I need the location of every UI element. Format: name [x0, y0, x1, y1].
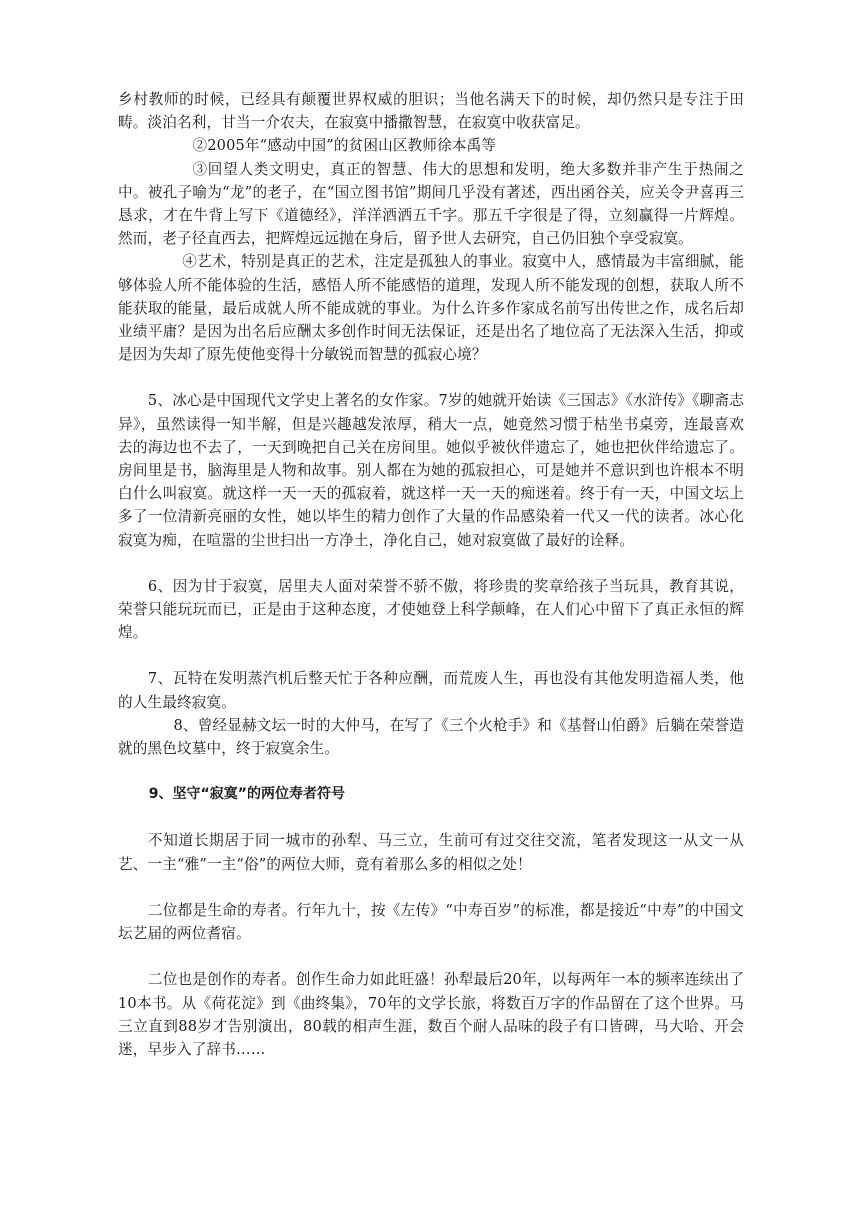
- document-page: [118, 88, 744, 1061]
- paragraph-intro: 乡村教师的时候，已经具有颠覆世界权威的胆识；当他名满天下的时候，却仍然只是专注于田畴。淡泊名利，甘当一介农夫，在寂寞中播撒智慧，在寂寞中收获富足。: [118, 91, 744, 132]
- spacer: [118, 552, 744, 575]
- paragraph-9a: 不知道长期居于同一城市的孙犁、马三立，生前可有过交往交流，笔者发现这一从文一从艺、一主“雅”一主“俗”的两位大师，竟有着那么多的相似之处！: [118, 832, 744, 873]
- spacer: [118, 876, 744, 899]
- spacer: [118, 945, 744, 968]
- paragraph-9c: 二位也是创作的寿者。创作生命力如此旺盛！孙犁最后20年，以每两年一本的频率连续出了10本书。从《荷花淀》到《曲终集》，70年的文学长旅，将数百万字的作品留在了这个世界。马三立直到88岁才告别演出，80载的相声生涯，数百个耐人品味的段子有口皆碑，马大哈、开会迷，早步入了辞书……: [118, 971, 744, 1058]
- paragraph-3: ③回望人类文明史，真正的智慧、伟大的思想和发明，绝大多数并非产生于热闹之中。被孔子喻为“龙”的老子，在“国立图书馆”期间几乎没有著述，西出函谷关，应关令尹喜再三恳求，才在牛背上写下《道德经》，洋洋洒洒五千字。那五千字很是了得，立刻赢得一片辉煌。然而，老子径直西去，把辉煌远远抛在身后，留予世人去研究，自己仍旧独个享受寂寞。: [118, 160, 744, 248]
- paragraph-7: 7、瓦特在发明蒸汽机后整天忙于各种应酬，而荒废人生，再也没有其他发明造福人类，他的人生最终寂寞。: [118, 670, 744, 711]
- paragraph-4: ④艺术，特别是真正的艺术，注定是孤独人的事业。寂寞中人，感情最为丰富细腻，能够体验人所不能体验的生活，感悟人所不能感悟的道理，发现人所不能发现的创想，获取人所不能获取的能量，最后成就人所不能成就的事业。为什么许多作家成名前写出传世之作，成名后却业绩平庸？是因为出名后应酬太多创作时间无法保证，还是出名了地位高了无法深入生活，抑或是因为失却了原先使他变得十分敏锐而智慧的孤寂心境？: [118, 253, 744, 364]
- paragraph-2: ②2005年“感动中国”的贫困山区教师徐本禹等: [192, 137, 497, 155]
- paragraph-8: 8、曾经显赫文坛一时的大仲马，在写了《三个火枪手》和《基督山伯爵》后躺在荣誉造就的黑色坟墓中，终于寂寞余生。: [118, 716, 744, 758]
- spacer: [118, 644, 744, 667]
- spacer: [118, 760, 744, 783]
- spacer: [118, 806, 744, 829]
- paragraph-6: 6、因为甘于寂寞，居里夫人面对荣誉不骄不傲，将珍贵的奖章给孩子当玩具，教育其说，荣誉只能玩玩而已，正是由于这种态度，才使她登上科学颠峰，在人们心中留下了真正永恒的辉煌。: [118, 577, 744, 642]
- paragraph-5: 5、冰心是中国现代文学史上著名的女作家。7岁的她就开始读《三国志》《水浒传》《聊斋志异》，虽然读得一知半解，但是兴趣越发浓厚，稍大一点，她竟然习惯于枯坐书桌旁，连最喜欢去的海边也不去了，一天到晚把自己关在房间里。她似乎被伙伴遗忘了，她也把伙伴给遗忘了。房间里是书，脑海里是人物和故事。别人都在为她的孤寂担心，可是她并不意识到也许根本不明白什么叫寂寞。就这样一天一天的孤寂着，就这样一天一天的痴迷着。终于有一天，中国文坛上多了一位清新亮丽的女性，她以毕生的精力创作了大量的作品感染着一代又一代的读者。冰心化寂寞为痴，在喧嚣的尘世扫出一方净土，净化自己，她对寂寞做了最好的诠释。: [118, 392, 744, 549]
- section-heading-9: 9、坚守“寂寞”的两位寿者符号: [148, 786, 345, 803]
- spacer: [118, 366, 744, 389]
- paragraph-9b: 二位都是生命的寿者。行年九十，按《左传》“中寿百岁”的标准，都是接近“中寿”的中国文坛艺届的两位耆宿。: [118, 901, 744, 943]
